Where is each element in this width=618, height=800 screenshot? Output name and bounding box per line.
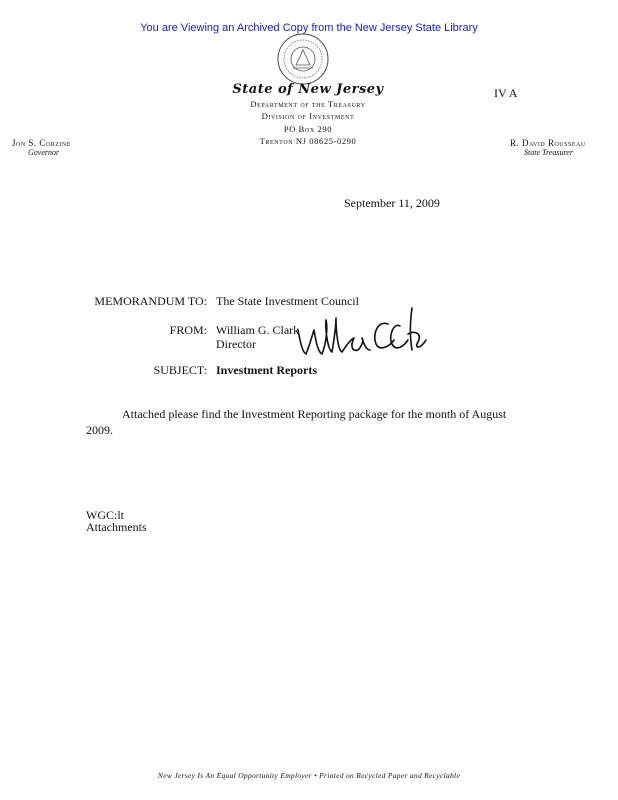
- treasurer-name: R. David Rousseau: [510, 138, 586, 148]
- signature-image: [292, 300, 432, 362]
- memo-date: September 11, 2009: [344, 196, 440, 210]
- treasurer-title: State Treasurer: [524, 148, 573, 157]
- governor-name: Jon S. Corzine: [12, 138, 71, 148]
- memo-to-value: The State Investment Council: [216, 294, 359, 308]
- memo-to-label: MEMORANDUM TO:: [94, 294, 207, 308]
- letterhead-pobox: PO Box 290: [283, 124, 333, 134]
- memo-from-title: Director: [216, 337, 256, 351]
- memo-from-label: FROM:: [169, 323, 207, 337]
- letterhead-city: Trenton NJ 08625-0290: [259, 136, 357, 146]
- footer-text: New Jersey Is An Equal Opportunity Employer • Printed on Recycled Paper and Recyclable: [157, 771, 461, 780]
- governor-title: Governor: [28, 148, 60, 157]
- archive-banner: You are Viewing an Archived Copy from the New Jersey State Library: [140, 22, 478, 34]
- memo-initials: WGC:lt: [86, 508, 124, 522]
- memo-from-name: William G. Clark: [216, 323, 300, 337]
- letterhead-state: State of New Jersey: [232, 82, 384, 97]
- document-code: IV A: [494, 86, 518, 100]
- memo-attachments: Attachments: [86, 520, 147, 534]
- letterhead-division: Division of Investment: [261, 111, 355, 121]
- memo-subject-value: Investment Reports: [216, 363, 317, 377]
- letterhead-department: Department of the Treasury: [250, 99, 366, 109]
- memo-subject-label: SUBJECT:: [153, 363, 207, 377]
- state-seal-icon: [276, 32, 330, 86]
- memo-body: Attached please find the Investment Reporting package for the month of August 2009.: [86, 407, 507, 437]
